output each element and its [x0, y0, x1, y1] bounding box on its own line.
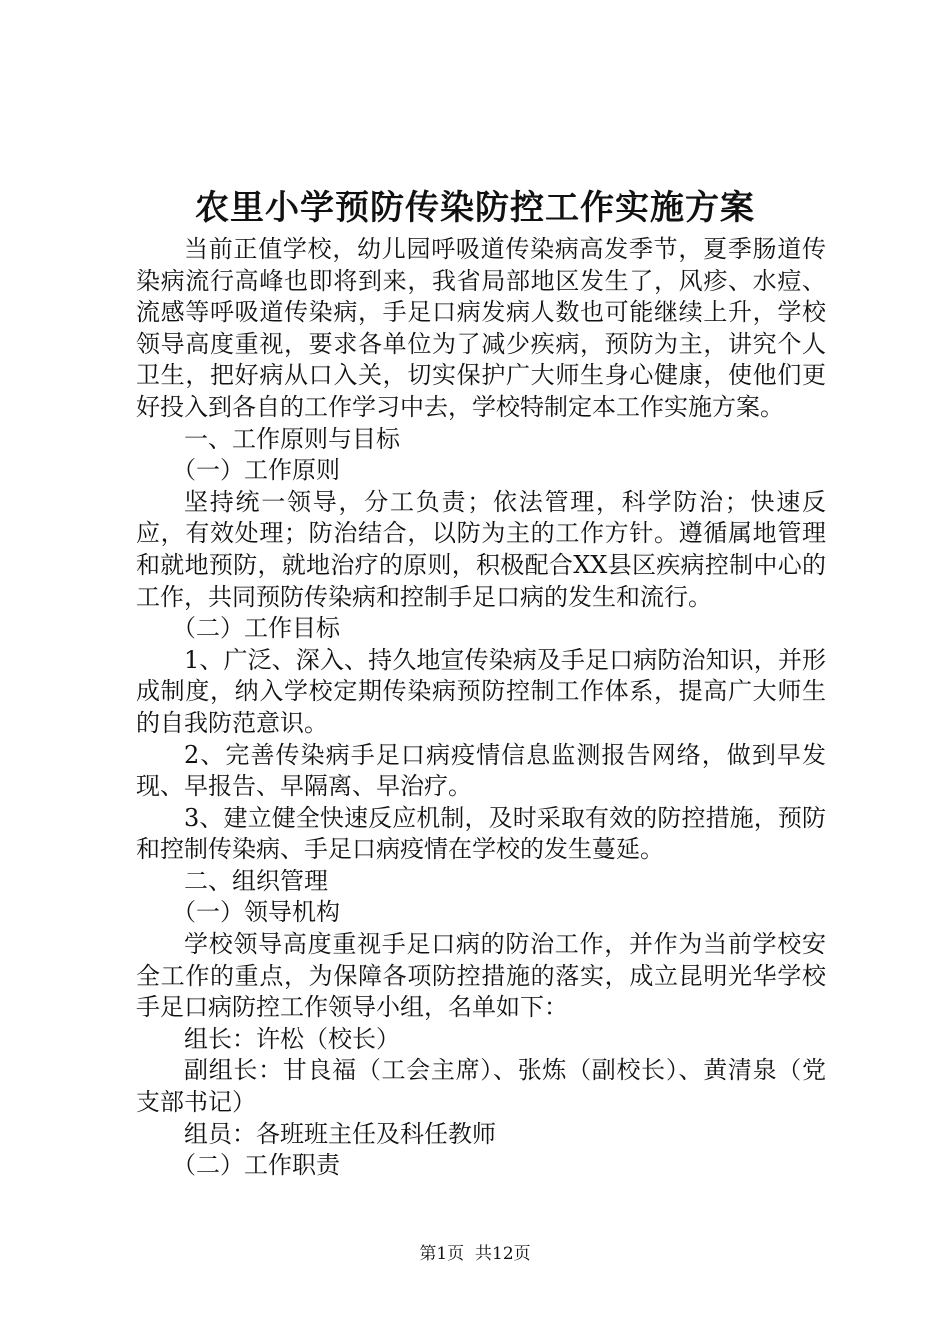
paragraph-goal-3: 3、建立健全快速反应机制，及时采取有效的防控措施，预防和控制传染病、手足口病疫情在学校的发生蔓延。 — [136, 803, 826, 864]
page-number-current: 第1页 — [419, 1244, 465, 1264]
section-heading-principles-goals: 一、工作原则与目标 — [184, 424, 400, 453]
paragraph-principles: 坚持统一领导，分工负责；依法管理，科学防治；快速反应，有效处理；防治结合，以防为主的工作方针。遵循属地管理和就地预防，就地治疗的原则，积极配合XX县区疾病控制中心的工作，共同预防传染病和控制手足口病的发生和流行。 — [136, 487, 826, 611]
paragraph-goal-2: 2、完善传染病手足口病疫情信息监测报告网络，做到早发现、早报告、早隔离、早治疗。 — [136, 740, 826, 801]
paragraph-goal-1: 1、广泛、深入、持久地宣传染病及手足口病防治知识，并形成制度，纳入学校定期传染病预防控制工作体系，提高广大师生的自我防范意识。 — [136, 645, 826, 737]
paragraph-team-leader: 组长：许松（校长） — [184, 1024, 400, 1053]
paragraph-team-members: 组员：各班班主任及科任教师 — [184, 1119, 496, 1148]
document-body — [136, 234, 826, 1182]
document-title: 农里小学预防传染防控工作实施方案 — [195, 188, 755, 228]
subsection-heading-duties: （二）工作职责 — [172, 1151, 340, 1180]
subsection-heading-goals: （二）工作目标 — [172, 614, 340, 643]
subsection-heading-leadership: （一）领导机构 — [172, 898, 340, 927]
paragraph-deputy-leaders: 副组长：甘良福（工会主席）、张炼（副校长）、黄清泉（党支部书记） — [136, 1056, 826, 1117]
paragraph-intro: 当前正值学校，幼儿园呼吸道传染病高发季节，夏季肠道传染病流行高峰也即将到来，我省局部地区发生了，风疹、水痘、流感等呼吸道传染病，手足口病发病人数也可能继续上升，学校领导高度重视，要求各单位为了减少疾病，预防为主，讲究个人卫生，把好病从口入关，切实保护广大师生身心健康，使他们更好投入到各自的工作学习中去，学校特制定本工作实施方案。 — [136, 235, 826, 421]
section-heading-organization: 二、组织管理 — [184, 866, 328, 895]
subsection-heading-principles: （一）工作原则 — [172, 456, 340, 485]
page-footer — [0, 1242, 950, 1266]
paragraph-leadership: 学校领导高度重视手足口病的防治工作，并作为当前学校安全工作的重点，为保障各项防控措施的落实，成立昆明光华学校手足口病防控工作领导小组，名单如下： — [136, 930, 826, 1022]
page-number-total: 共12页 — [475, 1244, 531, 1264]
